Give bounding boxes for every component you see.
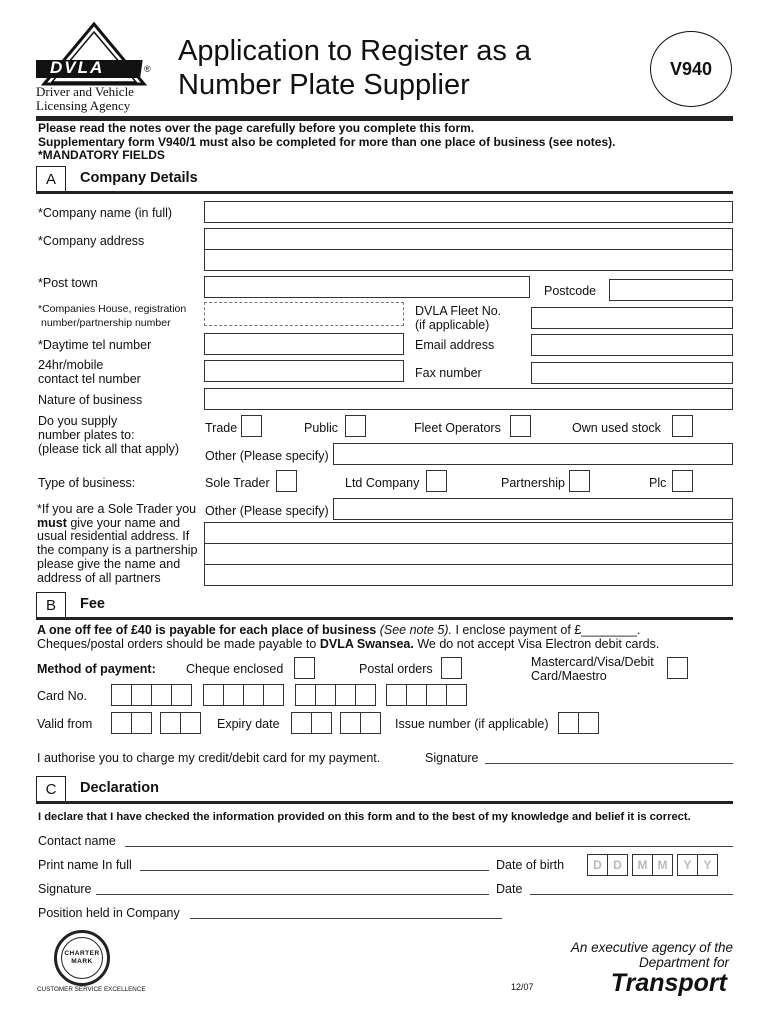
supply-to-label-line1: Do you supply <box>38 414 118 428</box>
registered-mark: ® <box>144 64 151 74</box>
declaration-signature-label: Signature <box>38 882 92 896</box>
fleet-no-input[interactable] <box>531 307 733 329</box>
dft-line1: An executive agency of the <box>570 940 733 955</box>
mobile-tel-label <box>38 358 141 386</box>
dob-year-2[interactable]: Y <box>697 854 718 876</box>
expiry-year[interactable] <box>340 712 380 734</box>
position-label: Position held in Company <box>38 906 180 920</box>
postal-orders-label: Postal orders <box>359 662 433 676</box>
section-a-letter: A <box>36 166 66 192</box>
agency-name-line1: Driver and Vehicle <box>36 84 134 99</box>
valid-from-label: Valid from <box>37 717 93 731</box>
type-plc-checkbox[interactable] <box>672 470 693 492</box>
contact-name-line[interactable] <box>125 846 733 847</box>
mobile-tel-label-line2: contact tel number <box>38 372 141 386</box>
section-a-title: Company Details <box>80 170 198 186</box>
intro-line1: Please read the notes over the page carefully before you complete this form. <box>38 121 475 135</box>
card-payment-checkbox[interactable] <box>667 657 688 679</box>
supply-other-label: Other (Please specify) <box>205 449 329 463</box>
fee-note: (See note 5). <box>376 623 452 637</box>
company-name-label: *Company name (in full) <box>38 206 173 220</box>
supply-trade-label: Trade <box>205 421 238 435</box>
supply-to-label-line2: number plates to: <box>38 428 135 442</box>
sole-trader-note <box>37 503 198 585</box>
section-c-header <box>36 776 733 804</box>
supply-other-input[interactable] <box>333 443 733 465</box>
postcode-label: Postcode <box>544 284 597 298</box>
cheque-statement <box>37 637 659 651</box>
company-name-input[interactable] <box>204 201 733 223</box>
note-line1: *If you are a Sole Trader you <box>37 502 197 516</box>
fleet-no-label-line1: DVLA Fleet No. <box>415 304 502 318</box>
fleet-no-label <box>415 304 501 332</box>
company-address-input-1[interactable] <box>204 228 733 250</box>
intro-line3: *MANDATORY FIELDS <box>38 148 165 162</box>
declaration-signature-line[interactable] <box>96 894 489 895</box>
section-c-letter: C <box>36 776 66 802</box>
card-no-group-1[interactable] <box>111 684 191 706</box>
type-ltd-label: Ltd Company <box>345 476 420 490</box>
supply-own-stock-label: Own used stock <box>572 421 661 435</box>
note-line2 <box>37 517 198 531</box>
issue-number-label: Issue number (if applicable) <box>395 717 549 731</box>
card-no-group-4[interactable] <box>386 684 466 706</box>
cheque-enclosed-checkbox[interactable] <box>294 657 315 679</box>
company-address-input-2[interactable] <box>204 249 733 271</box>
form-version: 12/07 <box>511 982 534 992</box>
section-a-header <box>36 166 733 194</box>
intro-line2: Supplementary form V940/1 must also be completed for more than one place of business (see notes). <box>38 134 616 149</box>
card-no-group-3[interactable] <box>295 684 375 706</box>
post-town-label: *Post town <box>38 276 98 290</box>
print-name-label: Print name In full <box>38 858 132 872</box>
fax-input[interactable] <box>531 362 733 384</box>
dvla-logo-text: DVLA <box>50 58 105 77</box>
declaration-date-line[interactable] <box>530 894 733 895</box>
intro-notes <box>38 122 615 163</box>
card-types-line1: Mastercard/Visa/Debit <box>531 655 654 669</box>
mobile-tel-input[interactable] <box>204 360 404 382</box>
type-ltd-checkbox[interactable] <box>426 470 447 492</box>
note-line4: the company is a partnership <box>37 543 198 558</box>
contact-name-label: Contact name <box>38 834 116 848</box>
section-b-header <box>36 592 733 620</box>
type-plc-label: Plc <box>649 476 667 490</box>
companies-house-label <box>38 302 186 330</box>
fee-bold: A one off fee of £40 is payable for each place of business <box>37 623 377 637</box>
cheque-rest: We do not accept Visa Electron debit cards. <box>413 637 660 651</box>
payment-signature-line[interactable] <box>485 763 733 764</box>
customer-service-excellence: CUSTOMER SERVICE EXCELLENCE <box>37 986 146 993</box>
form-code-badge <box>650 31 732 107</box>
card-no-label: Card No. <box>37 689 88 703</box>
companies-house-input[interactable] <box>204 302 404 326</box>
valid-from-month[interactable] <box>111 712 151 734</box>
post-town-input[interactable] <box>204 276 530 298</box>
payment-method-label: Method of payment: <box>37 662 156 676</box>
mobile-tel-label-line1: 24hr/mobile <box>38 358 104 372</box>
dob-year-1[interactable]: Y <box>677 854 698 876</box>
supply-public-checkbox[interactable] <box>345 415 366 437</box>
daytime-tel-input[interactable] <box>204 333 404 355</box>
fee-statement <box>37 623 640 637</box>
page-title-line2: Number Plate Supplier <box>178 69 470 101</box>
postcode-input[interactable] <box>609 279 733 301</box>
fax-label: Fax number <box>415 366 482 380</box>
expiry-month[interactable] <box>291 712 331 734</box>
supply-to-label-line3: (please tick all that apply) <box>38 442 180 456</box>
dob-month-2[interactable]: M <box>652 854 673 876</box>
business-type-label: Type of business: <box>38 476 136 490</box>
dft-logo <box>540 940 733 996</box>
dob-day-1[interactable]: D <box>587 854 608 876</box>
card-types-line2: Card/Maestro <box>531 669 607 683</box>
supply-to-label <box>38 414 179 456</box>
postal-orders-checkbox[interactable] <box>441 657 462 679</box>
payment-signature-label: Signature <box>425 751 479 765</box>
note-line5: please give the name and <box>37 556 181 571</box>
partners-input-3[interactable] <box>204 564 733 586</box>
section-b-title: Fee <box>80 596 105 612</box>
type-sole-trader-label: Sole Trader <box>205 476 270 490</box>
type-sole-trader-checkbox[interactable] <box>276 470 297 492</box>
dft-line2: Department for <box>638 955 729 970</box>
daytime-tel-label: *Daytime tel number <box>38 338 152 352</box>
charter-mark-text: CHARTER MARK <box>64 950 100 965</box>
section-c-title: Declaration <box>80 780 159 796</box>
type-partnership-label: Partnership <box>501 476 565 490</box>
dob-input[interactable] <box>587 854 717 876</box>
supply-fleet-checkbox[interactable] <box>510 415 531 437</box>
fee-enclose: I enclose payment of £________. <box>451 623 641 637</box>
cheque-enclosed-label: Cheque enclosed <box>186 662 284 676</box>
dob-month-1[interactable]: M <box>632 854 653 876</box>
type-other-label: Other (Please specify) <box>205 504 329 518</box>
section-b-letter: B <box>36 592 66 618</box>
supply-public-label: Public <box>304 421 339 435</box>
card-no-group-2[interactable] <box>203 684 283 706</box>
declaration-statement: I declare that I have checked the information provided on this form and to the best of my knowledge and belief it is correct. <box>38 811 691 823</box>
expiry-label: Expiry date <box>217 717 280 731</box>
dft-line3: Transport <box>610 969 727 997</box>
company-address-label: *Company address <box>38 234 145 248</box>
page-title <box>178 34 531 102</box>
nature-of-business-label: Nature of business <box>38 393 143 407</box>
note-must: must <box>37 515 67 530</box>
charter-mark-logo <box>54 930 110 986</box>
supply-own-stock-checkbox[interactable] <box>672 415 693 437</box>
email-label: Email address <box>415 338 495 352</box>
fleet-no-label-line2: (if applicable) <box>415 318 490 332</box>
position-line[interactable] <box>190 918 502 919</box>
dob-day-2[interactable]: D <box>607 854 628 876</box>
dvla-logo <box>36 22 156 112</box>
declaration-date-label: Date <box>496 882 523 896</box>
note-line3: usual residential address. If <box>37 529 190 544</box>
email-input[interactable] <box>531 334 733 356</box>
card-types-label <box>531 655 654 683</box>
print-name-line[interactable] <box>140 870 489 871</box>
companies-house-label-line1: *Companies House, registration <box>38 303 187 315</box>
type-partnership-checkbox[interactable] <box>569 470 590 492</box>
partners-input-1[interactable] <box>204 522 733 544</box>
page-title-line1: Application to Register as a <box>178 35 532 67</box>
supply-trade-checkbox[interactable] <box>241 415 262 437</box>
nature-of-business-input[interactable] <box>204 388 733 410</box>
agency-name-line2: Licensing Agency <box>36 98 131 113</box>
note-line6: address of all partners <box>37 570 161 585</box>
authorise-statement: I authorise you to charge my credit/debit card for my payment. <box>37 751 381 765</box>
cheque-text: Cheques/postal orders should be made payable to <box>37 637 320 651</box>
cheque-payee: DVLA Swansea. <box>319 637 414 651</box>
supply-fleet-label: Fleet Operators <box>414 421 501 435</box>
form-code: V940 <box>669 59 713 79</box>
companies-house-label-line2: number/partnership number <box>41 317 171 329</box>
valid-from-year[interactable] <box>160 712 200 734</box>
note-line2-rest: give your name and <box>66 515 181 530</box>
partners-input-2[interactable] <box>204 543 733 565</box>
type-other-input[interactable] <box>333 498 733 520</box>
issue-number-input[interactable] <box>558 712 598 734</box>
dob-label: Date of birth <box>496 858 565 872</box>
